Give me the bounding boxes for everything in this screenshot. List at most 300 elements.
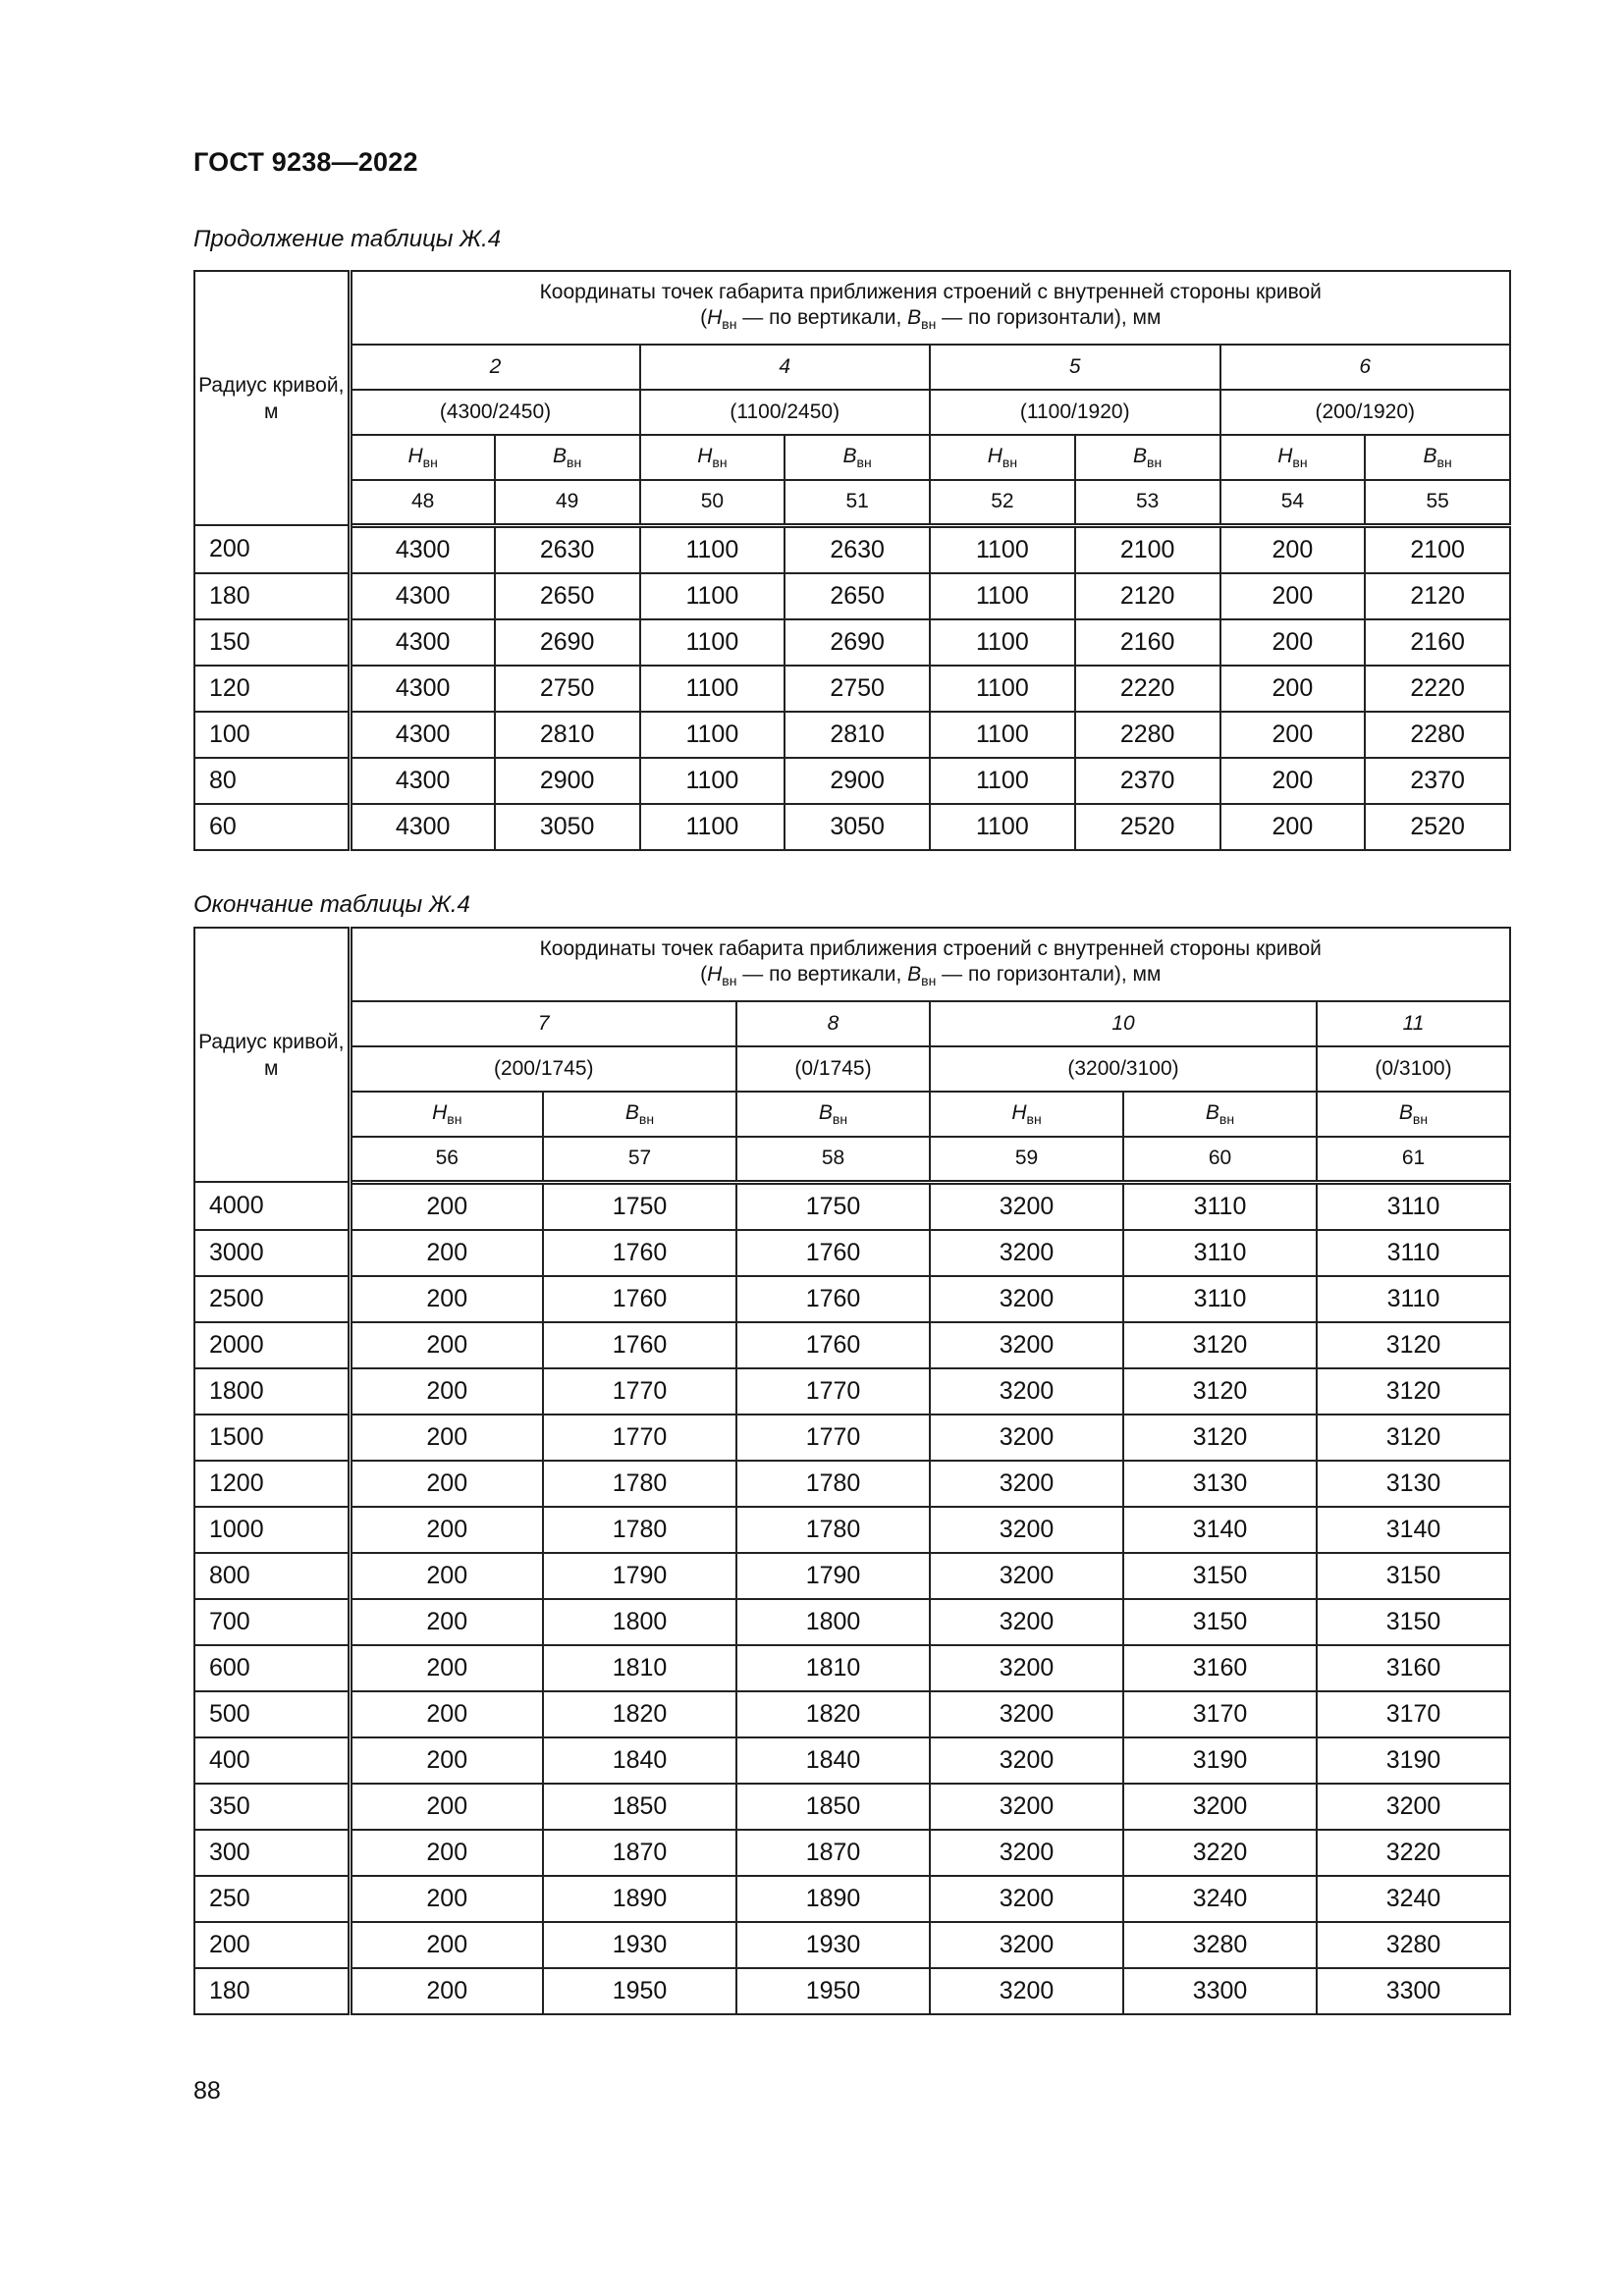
value-cell: 2220 xyxy=(1075,666,1220,712)
value-cell: 1950 xyxy=(736,1968,930,2014)
value-cell: 3200 xyxy=(930,1553,1123,1599)
table-row xyxy=(194,1322,1510,1368)
value-cell: 200 xyxy=(350,1276,543,1322)
value-cell: 1780 xyxy=(543,1507,736,1553)
value-cell: 1100 xyxy=(640,666,785,712)
document-header: ГОСТ 9238—2022 xyxy=(193,147,418,177)
value-cell: 200 xyxy=(350,1230,543,1276)
value-cell: 3190 xyxy=(1317,1737,1510,1784)
value-cell: 1770 xyxy=(543,1368,736,1415)
point-number: 8 xyxy=(736,1001,930,1046)
symbol-subscript: вн xyxy=(1026,1111,1042,1127)
column-symbol xyxy=(1365,435,1510,480)
value-cell: 4300 xyxy=(350,666,495,712)
value-cell: 200 xyxy=(1220,619,1366,666)
value-cell: 1840 xyxy=(736,1737,930,1784)
value-cell: 3200 xyxy=(1123,1784,1317,1830)
value-cell: 2750 xyxy=(785,666,930,712)
value-cell: 4300 xyxy=(350,712,495,758)
column-number: 52 xyxy=(930,480,1075,525)
symbol-subscript: вн xyxy=(712,454,728,470)
value-cell: 200 xyxy=(350,1645,543,1691)
value-cell: 2520 xyxy=(1365,804,1510,850)
value-cell: 3190 xyxy=(1123,1737,1317,1784)
symbol-letter: H xyxy=(987,445,1002,467)
point-number: 2 xyxy=(350,345,640,390)
value-cell: 200 xyxy=(1220,666,1366,712)
radius-cell: 300 xyxy=(194,1830,350,1876)
table-row xyxy=(194,1922,1510,1968)
column-symbol xyxy=(1317,1092,1510,1137)
value-cell: 4300 xyxy=(350,619,495,666)
radius-cell: 600 xyxy=(194,1645,350,1691)
radius-column-header: Радиус кривой, м xyxy=(194,271,350,525)
value-cell: 3120 xyxy=(1317,1415,1510,1461)
radius-cell: 250 xyxy=(194,1876,350,1922)
value-cell: 3200 xyxy=(930,1830,1123,1876)
symbol-letter: H xyxy=(407,445,423,467)
value-cell: 3200 xyxy=(930,1368,1123,1415)
table-row xyxy=(194,1830,1510,1876)
table-row xyxy=(194,1461,1510,1507)
column-symbol xyxy=(495,435,640,480)
h-subscript: вн xyxy=(722,315,737,332)
value-cell: 3200 xyxy=(930,1182,1123,1230)
value-cell: 3140 xyxy=(1123,1507,1317,1553)
value-cell: 1950 xyxy=(543,1968,736,2014)
value-cell: 1770 xyxy=(736,1368,930,1415)
value-cell: 3200 xyxy=(930,1507,1123,1553)
column-number: 60 xyxy=(1123,1137,1317,1182)
value-cell: 1100 xyxy=(930,804,1075,850)
value-cell: 1100 xyxy=(640,712,785,758)
radius-cell: 1000 xyxy=(194,1507,350,1553)
value-cell: 200 xyxy=(1220,758,1366,804)
gabarit-table-end xyxy=(193,927,1511,2015)
value-cell: 200 xyxy=(350,1876,543,1922)
value-cell: 2160 xyxy=(1365,619,1510,666)
value-cell: 2900 xyxy=(785,758,930,804)
value-cell: 1780 xyxy=(736,1461,930,1507)
column-number: 50 xyxy=(640,480,785,525)
symbol-subscript: вн xyxy=(856,454,872,470)
description-mid: — по вертикали, xyxy=(736,962,908,986)
radius-cell: 4000 xyxy=(194,1182,350,1230)
point-coordinates: (0/3100) xyxy=(1317,1046,1510,1092)
value-cell: 1930 xyxy=(736,1922,930,1968)
radius-cell: 120 xyxy=(194,666,350,712)
value-cell: 1770 xyxy=(736,1415,930,1461)
value-cell: 2280 xyxy=(1075,712,1220,758)
column-symbol xyxy=(930,1092,1123,1137)
value-cell: 2810 xyxy=(785,712,930,758)
value-cell: 3120 xyxy=(1123,1415,1317,1461)
value-cell: 200 xyxy=(350,1507,543,1553)
value-cell: 2630 xyxy=(785,525,930,573)
column-symbol xyxy=(930,435,1075,480)
value-cell: 4300 xyxy=(350,804,495,850)
value-cell: 4300 xyxy=(350,573,495,619)
point-number: 11 xyxy=(1317,1001,1510,1046)
point-coordinates: (200/1920) xyxy=(1220,390,1511,435)
value-cell: 2370 xyxy=(1075,758,1220,804)
value-cell: 1760 xyxy=(543,1322,736,1368)
column-symbol xyxy=(1075,435,1220,480)
point-number: 4 xyxy=(640,345,931,390)
value-cell: 3160 xyxy=(1317,1645,1510,1691)
symbol-subscript: вн xyxy=(567,454,582,470)
value-cell: 200 xyxy=(350,1322,543,1368)
point-coordinates: (1100/2450) xyxy=(640,390,931,435)
value-cell: 1790 xyxy=(543,1553,736,1599)
radius-cell: 2500 xyxy=(194,1276,350,1322)
value-cell: 3200 xyxy=(930,1276,1123,1322)
value-cell: 200 xyxy=(350,1368,543,1415)
value-cell: 3050 xyxy=(785,804,930,850)
value-cell: 3240 xyxy=(1123,1876,1317,1922)
value-cell: 200 xyxy=(350,1415,543,1461)
radius-cell: 400 xyxy=(194,1737,350,1784)
value-cell: 200 xyxy=(350,1830,543,1876)
value-cell: 2120 xyxy=(1075,573,1220,619)
table-row xyxy=(194,804,1510,850)
column-number: 55 xyxy=(1365,480,1510,525)
description-mid: — по вертикали, xyxy=(736,305,908,329)
value-cell: 3120 xyxy=(1317,1368,1510,1415)
radius-cell: 800 xyxy=(194,1553,350,1599)
column-number: 54 xyxy=(1220,480,1366,525)
value-cell: 3110 xyxy=(1123,1230,1317,1276)
value-cell: 1100 xyxy=(640,573,785,619)
value-cell: 200 xyxy=(350,1599,543,1645)
value-cell: 2280 xyxy=(1365,712,1510,758)
symbol-letter: B xyxy=(1398,1101,1413,1124)
value-cell: 1760 xyxy=(543,1230,736,1276)
value-cell: 3200 xyxy=(930,1599,1123,1645)
table-row xyxy=(194,666,1510,712)
value-cell: 1820 xyxy=(543,1691,736,1737)
b-symbol: B xyxy=(907,962,922,986)
point-number: 7 xyxy=(350,1001,736,1046)
point-coordinates: (3200/3100) xyxy=(930,1046,1317,1092)
symbol-letter: B xyxy=(624,1101,639,1124)
coordinates-description: Координаты точек габарита приближения строений с внутренней стороны кривой ($H_{вн}$ — по вертикали, $B_{вн}$ — по горизонтали), мм xyxy=(350,271,1510,345)
h-symbol: H xyxy=(707,305,723,329)
value-cell: 200 xyxy=(350,1922,543,1968)
value-cell: 1780 xyxy=(736,1507,930,1553)
radius-cell: 2000 xyxy=(194,1322,350,1368)
point-coordinates: (4300/2450) xyxy=(350,390,640,435)
point-number: 5 xyxy=(930,345,1220,390)
value-cell: 3220 xyxy=(1123,1830,1317,1876)
description-end: — по горизонтали), мм xyxy=(936,305,1162,329)
radius-cell: 1800 xyxy=(194,1368,350,1415)
value-cell: 1820 xyxy=(736,1691,930,1737)
value-cell: 3160 xyxy=(1123,1645,1317,1691)
value-cell: 3120 xyxy=(1123,1368,1317,1415)
value-cell: 3200 xyxy=(930,1322,1123,1368)
value-cell: 1870 xyxy=(543,1830,736,1876)
value-cell: 2690 xyxy=(785,619,930,666)
symbol-subscript: вн xyxy=(1436,454,1452,470)
value-cell: 2160 xyxy=(1075,619,1220,666)
value-cell: 1100 xyxy=(930,712,1075,758)
value-cell: 3200 xyxy=(930,1968,1123,2014)
value-cell: 3200 xyxy=(1317,1784,1510,1830)
value-cell: 200 xyxy=(1220,525,1366,573)
column-symbol xyxy=(640,435,785,480)
column-number: 61 xyxy=(1317,1137,1510,1182)
radius-cell: 1500 xyxy=(194,1415,350,1461)
symbol-subscript: вн xyxy=(1292,454,1308,470)
radius-cell: 500 xyxy=(194,1691,350,1737)
value-cell: 2900 xyxy=(495,758,640,804)
radius-cell: 200 xyxy=(194,1922,350,1968)
table-row xyxy=(194,525,1510,573)
table-row xyxy=(194,573,1510,619)
value-cell: 1750 xyxy=(736,1182,930,1230)
value-cell: 2650 xyxy=(495,573,640,619)
symbol-letter: H xyxy=(432,1101,448,1124)
point-coordinates: (1100/1920) xyxy=(930,390,1220,435)
value-cell: 1760 xyxy=(543,1276,736,1322)
b-symbol: B xyxy=(907,305,922,329)
table-row xyxy=(194,1507,1510,1553)
value-cell: 1930 xyxy=(543,1922,736,1968)
b-subscript: вн xyxy=(921,315,937,332)
value-cell: 3110 xyxy=(1317,1182,1510,1230)
table-row xyxy=(194,619,1510,666)
coordinates-description: Координаты точек габарита приближения строений с внутренней стороны кривой ($H_{вн}$ — по вертикали, $B_{вн}$ — по горизонтали), мм xyxy=(350,928,1510,1001)
radius-cell: 1200 xyxy=(194,1461,350,1507)
value-cell: 3280 xyxy=(1123,1922,1317,1968)
value-cell: 1100 xyxy=(930,573,1075,619)
table-row xyxy=(194,712,1510,758)
symbol-subscript: вн xyxy=(1218,1111,1235,1127)
value-cell: 1100 xyxy=(930,619,1075,666)
value-cell: 4300 xyxy=(350,758,495,804)
value-cell: 3200 xyxy=(930,1461,1123,1507)
table-row xyxy=(194,1599,1510,1645)
value-cell: 200 xyxy=(1220,804,1366,850)
column-symbol xyxy=(1220,435,1366,480)
table-row xyxy=(194,1691,1510,1737)
column-number: 53 xyxy=(1075,480,1220,525)
value-cell: 3150 xyxy=(1317,1553,1510,1599)
value-cell: 200 xyxy=(350,1737,543,1784)
value-cell: 3200 xyxy=(930,1645,1123,1691)
symbol-subscript: вн xyxy=(1001,454,1018,470)
column-number: 48 xyxy=(350,480,495,525)
radius-cell: 350 xyxy=(194,1784,350,1830)
column-number: 51 xyxy=(785,480,930,525)
value-cell: 1850 xyxy=(736,1784,930,1830)
column-symbol xyxy=(785,435,930,480)
symbol-subscript: вн xyxy=(447,1111,462,1127)
column-number: 49 xyxy=(495,480,640,525)
point-coordinates: (200/1745) xyxy=(350,1046,736,1092)
table-row xyxy=(194,1645,1510,1691)
value-cell: 3120 xyxy=(1317,1322,1510,1368)
column-symbol xyxy=(736,1092,930,1137)
value-cell: 3130 xyxy=(1123,1461,1317,1507)
table-row xyxy=(194,1876,1510,1922)
value-cell: 1750 xyxy=(543,1182,736,1230)
value-cell: 1100 xyxy=(640,619,785,666)
value-cell: 3150 xyxy=(1123,1553,1317,1599)
value-cell: 2630 xyxy=(495,525,640,573)
radius-cell: 700 xyxy=(194,1599,350,1645)
value-cell: 1100 xyxy=(930,758,1075,804)
symbol-letter: B xyxy=(1423,445,1437,467)
value-cell: 200 xyxy=(350,1553,543,1599)
value-cell: 2220 xyxy=(1365,666,1510,712)
value-cell: 2650 xyxy=(785,573,930,619)
value-cell: 3200 xyxy=(930,1415,1123,1461)
description-end: — по горизонтали), мм xyxy=(936,962,1162,986)
value-cell: 4300 xyxy=(350,525,495,573)
value-cell: 1100 xyxy=(930,525,1075,573)
table-row xyxy=(194,758,1510,804)
value-cell: 1810 xyxy=(736,1645,930,1691)
value-cell: 3200 xyxy=(930,1922,1123,1968)
value-cell: 3170 xyxy=(1123,1691,1317,1737)
gabarit-table-continuation xyxy=(193,270,1511,851)
symbol-letter: B xyxy=(842,445,857,467)
value-cell: 1760 xyxy=(736,1322,930,1368)
value-cell: 1810 xyxy=(543,1645,736,1691)
value-cell: 2370 xyxy=(1365,758,1510,804)
value-cell: 1100 xyxy=(640,804,785,850)
page-number: 88 xyxy=(193,2077,221,2105)
value-cell: 200 xyxy=(350,1461,543,1507)
radius-cell: 180 xyxy=(194,573,350,619)
symbol-subscript: вн xyxy=(422,454,438,470)
value-cell: 3300 xyxy=(1317,1968,1510,2014)
table-caption: Продолжение таблицы Ж.4 xyxy=(193,226,502,252)
value-cell: 3130 xyxy=(1317,1461,1510,1507)
value-cell: 3150 xyxy=(1123,1599,1317,1645)
value-cell: 2690 xyxy=(495,619,640,666)
value-cell: 2520 xyxy=(1075,804,1220,850)
value-cell: 2100 xyxy=(1075,525,1220,573)
value-cell: 1100 xyxy=(640,758,785,804)
table-row xyxy=(194,1968,1510,2014)
value-cell: 2120 xyxy=(1365,573,1510,619)
table-row xyxy=(194,1784,1510,1830)
value-cell: 1770 xyxy=(543,1415,736,1461)
table-row xyxy=(194,1368,1510,1415)
value-cell: 1790 xyxy=(736,1553,930,1599)
symbol-subscript: вн xyxy=(1147,454,1163,470)
value-cell: 1890 xyxy=(543,1876,736,1922)
point-number: 6 xyxy=(1220,345,1511,390)
b-subscript: вн xyxy=(921,972,937,988)
symbol-subscript: вн xyxy=(1412,1111,1429,1127)
symbol-letter: H xyxy=(1011,1101,1027,1124)
value-cell: 3110 xyxy=(1123,1276,1317,1322)
table-row xyxy=(194,1276,1510,1322)
value-cell: 1890 xyxy=(736,1876,930,1922)
h-subscript: вн xyxy=(722,972,737,988)
symbol-letter: B xyxy=(1133,445,1148,467)
value-cell: 200 xyxy=(350,1691,543,1737)
radius-cell: 60 xyxy=(194,804,350,850)
symbol-letter: B xyxy=(1205,1101,1219,1124)
value-cell: 1850 xyxy=(543,1784,736,1830)
value-cell: 1840 xyxy=(543,1737,736,1784)
value-cell: 3300 xyxy=(1123,1968,1317,2014)
column-symbol xyxy=(543,1092,736,1137)
radius-cell: 80 xyxy=(194,758,350,804)
table-row xyxy=(194,1182,1510,1230)
radius-cell: 100 xyxy=(194,712,350,758)
value-cell: 3140 xyxy=(1317,1507,1510,1553)
value-cell: 2750 xyxy=(495,666,640,712)
value-cell: 3280 xyxy=(1317,1922,1510,1968)
value-cell: 3200 xyxy=(930,1737,1123,1784)
column-number: 56 xyxy=(350,1137,543,1182)
symbol-letter: B xyxy=(553,445,568,467)
value-cell: 3110 xyxy=(1123,1182,1317,1230)
value-cell: 3170 xyxy=(1317,1691,1510,1737)
value-cell: 3200 xyxy=(930,1230,1123,1276)
column-symbol xyxy=(350,1092,543,1137)
value-cell: 200 xyxy=(350,1968,543,2014)
radius-cell: 180 xyxy=(194,1968,350,2014)
column-number: 59 xyxy=(930,1137,1123,1182)
column-number: 57 xyxy=(543,1137,736,1182)
symbol-letter: B xyxy=(818,1101,833,1124)
value-cell: 3110 xyxy=(1317,1230,1510,1276)
value-cell: 200 xyxy=(1220,573,1366,619)
description-line: Координаты точек габарита приближения строений с внутренней стороны кривой xyxy=(539,936,1322,960)
value-cell: 1800 xyxy=(543,1599,736,1645)
radius-column-header: Радиус кривой, м xyxy=(194,928,350,1182)
table-row xyxy=(194,1737,1510,1784)
symbol-letter: H xyxy=(1277,445,1293,467)
value-cell: 3240 xyxy=(1317,1876,1510,1922)
symbol-subscript: вн xyxy=(832,1111,848,1127)
value-cell: 2810 xyxy=(495,712,640,758)
value-cell: 1780 xyxy=(543,1461,736,1507)
value-cell: 1870 xyxy=(736,1830,930,1876)
table-row xyxy=(194,1230,1510,1276)
value-cell: 3150 xyxy=(1317,1599,1510,1645)
table-caption: Окончание таблицы Ж.4 xyxy=(193,891,470,918)
value-cell: 3200 xyxy=(930,1691,1123,1737)
column-symbol xyxy=(1123,1092,1317,1137)
symbol-subscript: вн xyxy=(638,1111,655,1127)
column-number: 58 xyxy=(736,1137,930,1182)
radius-cell: 150 xyxy=(194,619,350,666)
value-cell: 3120 xyxy=(1123,1322,1317,1368)
value-cell: 1760 xyxy=(736,1230,930,1276)
value-cell: 1100 xyxy=(640,525,785,573)
value-cell: 200 xyxy=(1220,712,1366,758)
value-cell: 2100 xyxy=(1365,525,1510,573)
value-cell: 3050 xyxy=(495,804,640,850)
value-cell: 1800 xyxy=(736,1599,930,1645)
column-symbol xyxy=(350,435,495,480)
value-cell: 3220 xyxy=(1317,1830,1510,1876)
symbol-letter: H xyxy=(697,445,713,467)
value-cell: 1760 xyxy=(736,1276,930,1322)
point-number: 10 xyxy=(930,1001,1317,1046)
table-row xyxy=(194,1553,1510,1599)
value-cell: 1100 xyxy=(930,666,1075,712)
value-cell: 200 xyxy=(350,1784,543,1830)
